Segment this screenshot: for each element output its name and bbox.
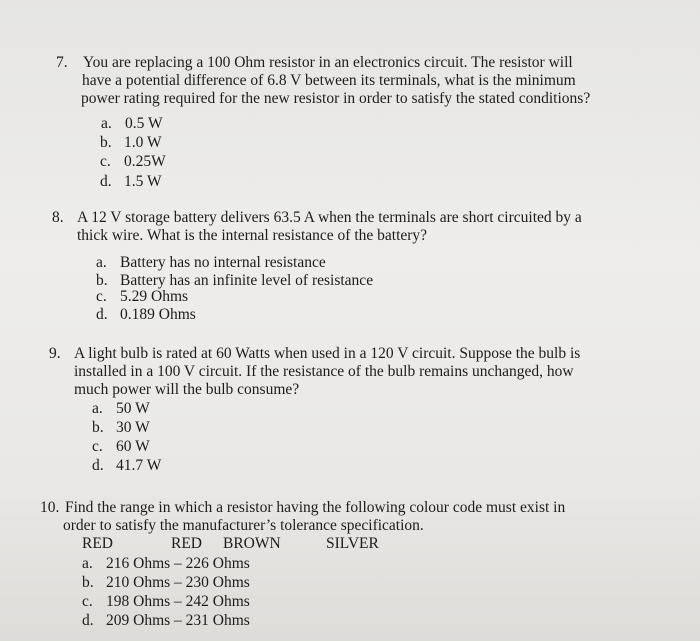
option-10b[interactable]: b. 210 Ohms – 230 Ohms bbox=[82, 574, 250, 591]
option-7d[interactable]: d. 1.5 W bbox=[100, 173, 162, 190]
option-7c[interactable]: c. 0.25W bbox=[100, 153, 166, 170]
option-text: 50 W bbox=[116, 400, 150, 417]
option-text: 198 Ohms – 242 Ohms bbox=[106, 593, 250, 610]
option-text: 209 Ohms – 231 Ohms bbox=[106, 612, 250, 629]
option-text: 41.7 W bbox=[116, 457, 162, 474]
option-7a[interactable]: a. 0.5 W bbox=[101, 115, 163, 132]
option-10a[interactable]: a. 216 Ohms – 226 Ohms bbox=[82, 555, 250, 572]
option-8c[interactable]: c. 5.29 Ohms bbox=[96, 288, 189, 305]
option-8d[interactable]: d. 0.189 Ohms bbox=[96, 306, 196, 323]
question-number: 9. bbox=[49, 345, 61, 362]
color-band-3: BROWN bbox=[223, 535, 281, 552]
stem-line: have a potential difference of 6.8 V between its terminals, what is the minimum bbox=[82, 72, 576, 89]
option-10c[interactable]: c. 198 Ohms – 242 Ohms bbox=[82, 593, 250, 610]
color-band-4: SILVER bbox=[326, 535, 379, 552]
question-stem bbox=[83, 54, 590, 108]
stem-line: order to satisfy the manufacturer’s tolerance specification. bbox=[63, 517, 424, 534]
option-text: 30 W bbox=[116, 419, 150, 436]
option-8b[interactable]: b. Battery has an infinite level of resistance bbox=[96, 272, 374, 289]
color-band-1: RED bbox=[82, 535, 113, 552]
stem-line: power rating required for the new resistor in order to satisfy the stated conditions? bbox=[81, 90, 591, 107]
option-text: 1.5 W bbox=[124, 173, 162, 190]
question-number: 10. bbox=[40, 499, 60, 516]
question-stem bbox=[74, 345, 580, 399]
option-text: Battery has an infinite level of resistance bbox=[120, 272, 374, 289]
question-number: 7. bbox=[56, 54, 68, 71]
option-text: 210 Ohms – 230 Ohms bbox=[106, 574, 250, 591]
stem-line: A light bulb is rated at 60 Watts when used in a 120 V circuit. Suppose the bulb is bbox=[74, 345, 581, 362]
option-7b[interactable]: b. 1.0 W bbox=[100, 134, 162, 151]
option-text: 0.5 W bbox=[125, 115, 163, 132]
question-stem bbox=[63, 499, 565, 535]
option-text: 0.25W bbox=[124, 153, 166, 170]
option-text: Battery has no internal resistance bbox=[120, 254, 326, 271]
question-number: 8. bbox=[52, 209, 64, 226]
stem-line: installed in a 100 V circuit. If the resistance of the bulb remains unchanged, how bbox=[74, 363, 574, 380]
option-text: 5.29 Ohms bbox=[120, 288, 189, 305]
color-band-2: RED bbox=[171, 535, 202, 552]
option-text: 1.0 W bbox=[124, 134, 162, 151]
option-text: 216 Ohms – 226 Ohms bbox=[106, 555, 250, 572]
question-stem bbox=[77, 209, 582, 245]
option-10d[interactable]: d. 209 Ohms – 231 Ohms bbox=[82, 612, 250, 629]
stem-line: much power will the bulb consume? bbox=[74, 381, 300, 398]
option-9d[interactable]: d. 41.7 W bbox=[92, 457, 162, 474]
stem-line: A 12 V storage battery delivers 63.5 A when the terminals are short circuited by a bbox=[77, 209, 582, 226]
option-text: 60 W bbox=[116, 438, 150, 455]
option-text: 0.189 Ohms bbox=[120, 306, 196, 323]
option-9a[interactable]: a. 50 W bbox=[92, 400, 150, 417]
option-8a[interactable]: a. Battery has no internal resistance bbox=[96, 254, 326, 271]
stem-line: You are replacing a 100 Ohm resistor in an electronics circuit. The resistor will bbox=[83, 54, 573, 71]
stem-line: Find the range in which a resistor having the following colour code must exist in bbox=[65, 499, 566, 516]
color-code-row bbox=[0, 535, 700, 553]
option-9c[interactable]: c. 60 W bbox=[92, 438, 150, 455]
stem-line: thick wire. What is the internal resistance of the battery? bbox=[77, 227, 428, 244]
option-9b[interactable]: b. 30 W bbox=[92, 419, 150, 436]
